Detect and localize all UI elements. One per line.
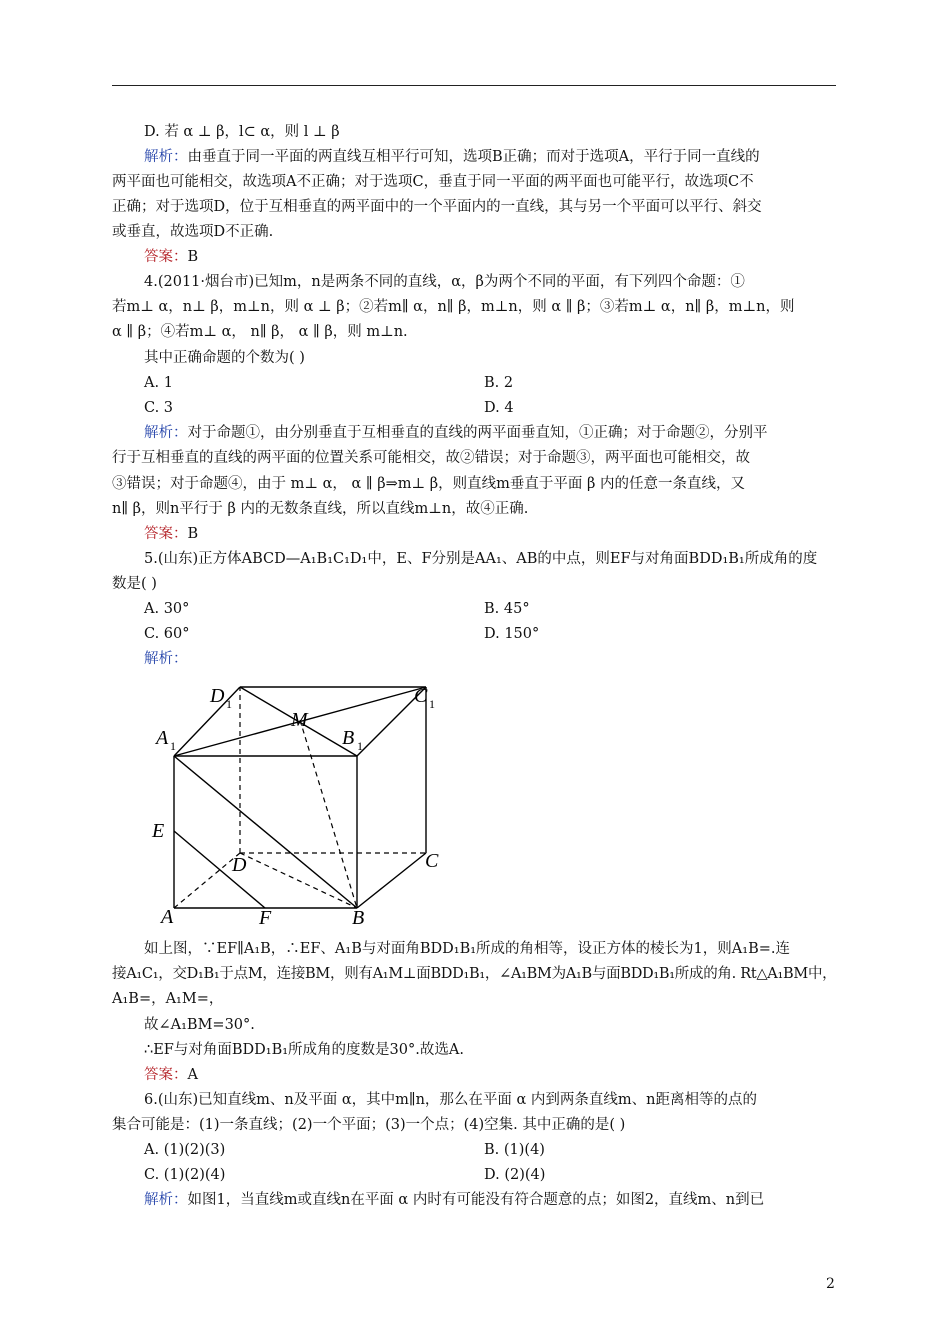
analysis-label: 解析： — [144, 1192, 188, 1208]
text-line: α ∥ β；④若m⊥ α， n∥ β， α ∥ β，则 m⊥n. — [112, 324, 408, 340]
label-a: A — [161, 906, 174, 928]
question-4: 4.(2011·烟台市)已知m，n是两条不同的直线，α，β为两个不同的平面，有下列四个命题：① — [144, 274, 745, 290]
text-line: 如上图，∵EF∥A₁B，∴EF、A₁B与对面角BDD₁B₁所成的角相等，设正方体的棱长为1，则A₁B=.连 — [144, 941, 790, 957]
label-c: C — [425, 850, 439, 872]
label-d1-sub: 1 — [226, 697, 232, 711]
label-c1: C — [414, 685, 428, 707]
text-line: ③错误；对于命题④，由于 m⊥ α， α ∥ β⇒m⊥ β，则直线m垂直于平面 β 内的任意一条直线，又 — [112, 476, 745, 492]
answer-value: A — [187, 1067, 198, 1083]
option-a: A. (1)(2)(3) — [144, 1142, 226, 1158]
hidden-edge-a-d — [174, 853, 240, 908]
analysis-text: 对于命题①，由分别垂直于互相垂直的直线的两平面垂直知，①正确；对于命题②，分别平 — [187, 425, 768, 441]
option-d: D. 4 — [484, 400, 514, 416]
text-line: 两平面也可能相交，故选项A不正确；对于选项C，垂直于同一平面的两平面也可能平行，故选项C不 — [112, 174, 754, 190]
analysis-label: 解析： — [144, 149, 188, 165]
answer-line — [144, 524, 198, 544]
page-number: 2 — [826, 1276, 835, 1292]
option-d-q3: D. 若 α ⊥ β，l⊂ α，则 l ⊥ β — [144, 124, 340, 140]
analysis-label: 解析： — [144, 425, 188, 441]
label-b: B — [352, 907, 365, 929]
label-b1-sub: 1 — [357, 739, 363, 753]
analysis-line — [144, 1190, 764, 1210]
answer-label: 答案： — [144, 1067, 188, 1083]
option-d: D. 150° — [484, 626, 540, 642]
answer-label: 答案： — [144, 249, 188, 265]
text-line: 其中正确命题的个数为( ) — [144, 350, 305, 366]
label-b1: B — [342, 727, 355, 749]
segment-a1-b — [174, 756, 357, 908]
text-line: 行于互相垂直的直线的两平面的位置关系可能相交，故②错误；对于命题③，两平面也可能相交，故 — [112, 450, 750, 466]
question-5: 5.(山东)正方体ABCD—A₁B₁C₁D₁中，E、F分别是AA₁、AB的中点，则EF与对角面BDD₁B₁所成角的度 — [144, 551, 818, 567]
label-a1-sub: 1 — [170, 739, 176, 753]
answer-line — [144, 247, 198, 267]
option-b: B. 45° — [484, 601, 530, 617]
header-rule — [112, 85, 836, 86]
analysis-line — [144, 147, 760, 167]
hidden-segment-d-b — [240, 853, 357, 908]
analysis-line — [144, 423, 768, 443]
text-line: A₁B=，A₁M=， — [112, 991, 224, 1007]
option-d: D. (2)(4) — [484, 1167, 546, 1183]
cube-figure — [148, 680, 448, 930]
label-f: F — [259, 907, 272, 929]
text-line: 数是( ) — [112, 576, 157, 592]
option-c: C. 3 — [144, 400, 174, 416]
label-d1: D — [210, 685, 225, 707]
segment-e-f — [174, 831, 265, 908]
answer-value: B — [187, 249, 199, 265]
analysis-text: 由垂直于同一平面的两直线互相平行可知，选项B正确；而对于选项A，平行于同一直线的 — [187, 149, 760, 165]
label-c1-sub: 1 — [429, 697, 435, 711]
text-line: n∥ β，则n平行于 β 内的无数条直线，所以直线m⊥n，故④正确. — [112, 501, 529, 517]
question-6: 6.(山东)已知直线m、n及平面 α，其中m∥n，那么在平面 α 内到两条直线m、n距离相等的点的 — [144, 1092, 758, 1108]
answer-line — [144, 1065, 198, 1085]
text-line: 集合可能是：(1)一条直线；(2)一个平面；(3)一个点；(4)空集. 其中正确的是( ) — [112, 1117, 626, 1133]
text-line: 接A₁C₁，交D₁B₁于点M，连接BM，则有A₁M⊥面BDD₁B₁，∠A₁BM为A₁B与面BDD₁B₁所成的角. Rt△A₁BM中， — [112, 966, 837, 982]
label-m: M — [291, 709, 308, 731]
text-line: 若m⊥ α，n⊥ β，m⊥n，则 α ⊥ β；②若m∥ α，n∥ β，m⊥n，则 α ∥ β；③若m⊥ α，n∥ β，m⊥n，则 — [112, 299, 795, 315]
analysis-label: 解析： — [144, 651, 188, 667]
option-c: C. 60° — [144, 626, 190, 642]
label-e: E — [152, 820, 165, 842]
option-a: A. 30° — [144, 601, 190, 617]
label-d: D — [232, 854, 247, 876]
text-line: 或垂直，故选项D不正确. — [112, 224, 274, 240]
text-line: 故∠A₁BM=30°. — [144, 1017, 255, 1033]
answer-value: B — [187, 526, 199, 542]
option-b: B. (1)(4) — [484, 1142, 545, 1158]
analysis-text: 如图1，当直线m或直线n在平面 α 内时有可能没有符合题意的点；如图2，直线m、n到已 — [187, 1192, 765, 1208]
option-c: C. (1)(2)(4) — [144, 1167, 226, 1183]
text-line: ∴EF与对角面BDD₁B₁所成角的度数是30°.故选A. — [144, 1042, 464, 1058]
label-a1: A — [156, 727, 169, 749]
option-b: B. 2 — [484, 375, 514, 391]
edge-b-c — [357, 853, 426, 908]
text-line: 正确；对于选项D，位于互相垂直的两平面中的一个平面内的一直线，其与另一个平面可以平行、斜交 — [112, 199, 762, 215]
option-a: A. 1 — [144, 375, 173, 391]
answer-label: 答案： — [144, 526, 188, 542]
